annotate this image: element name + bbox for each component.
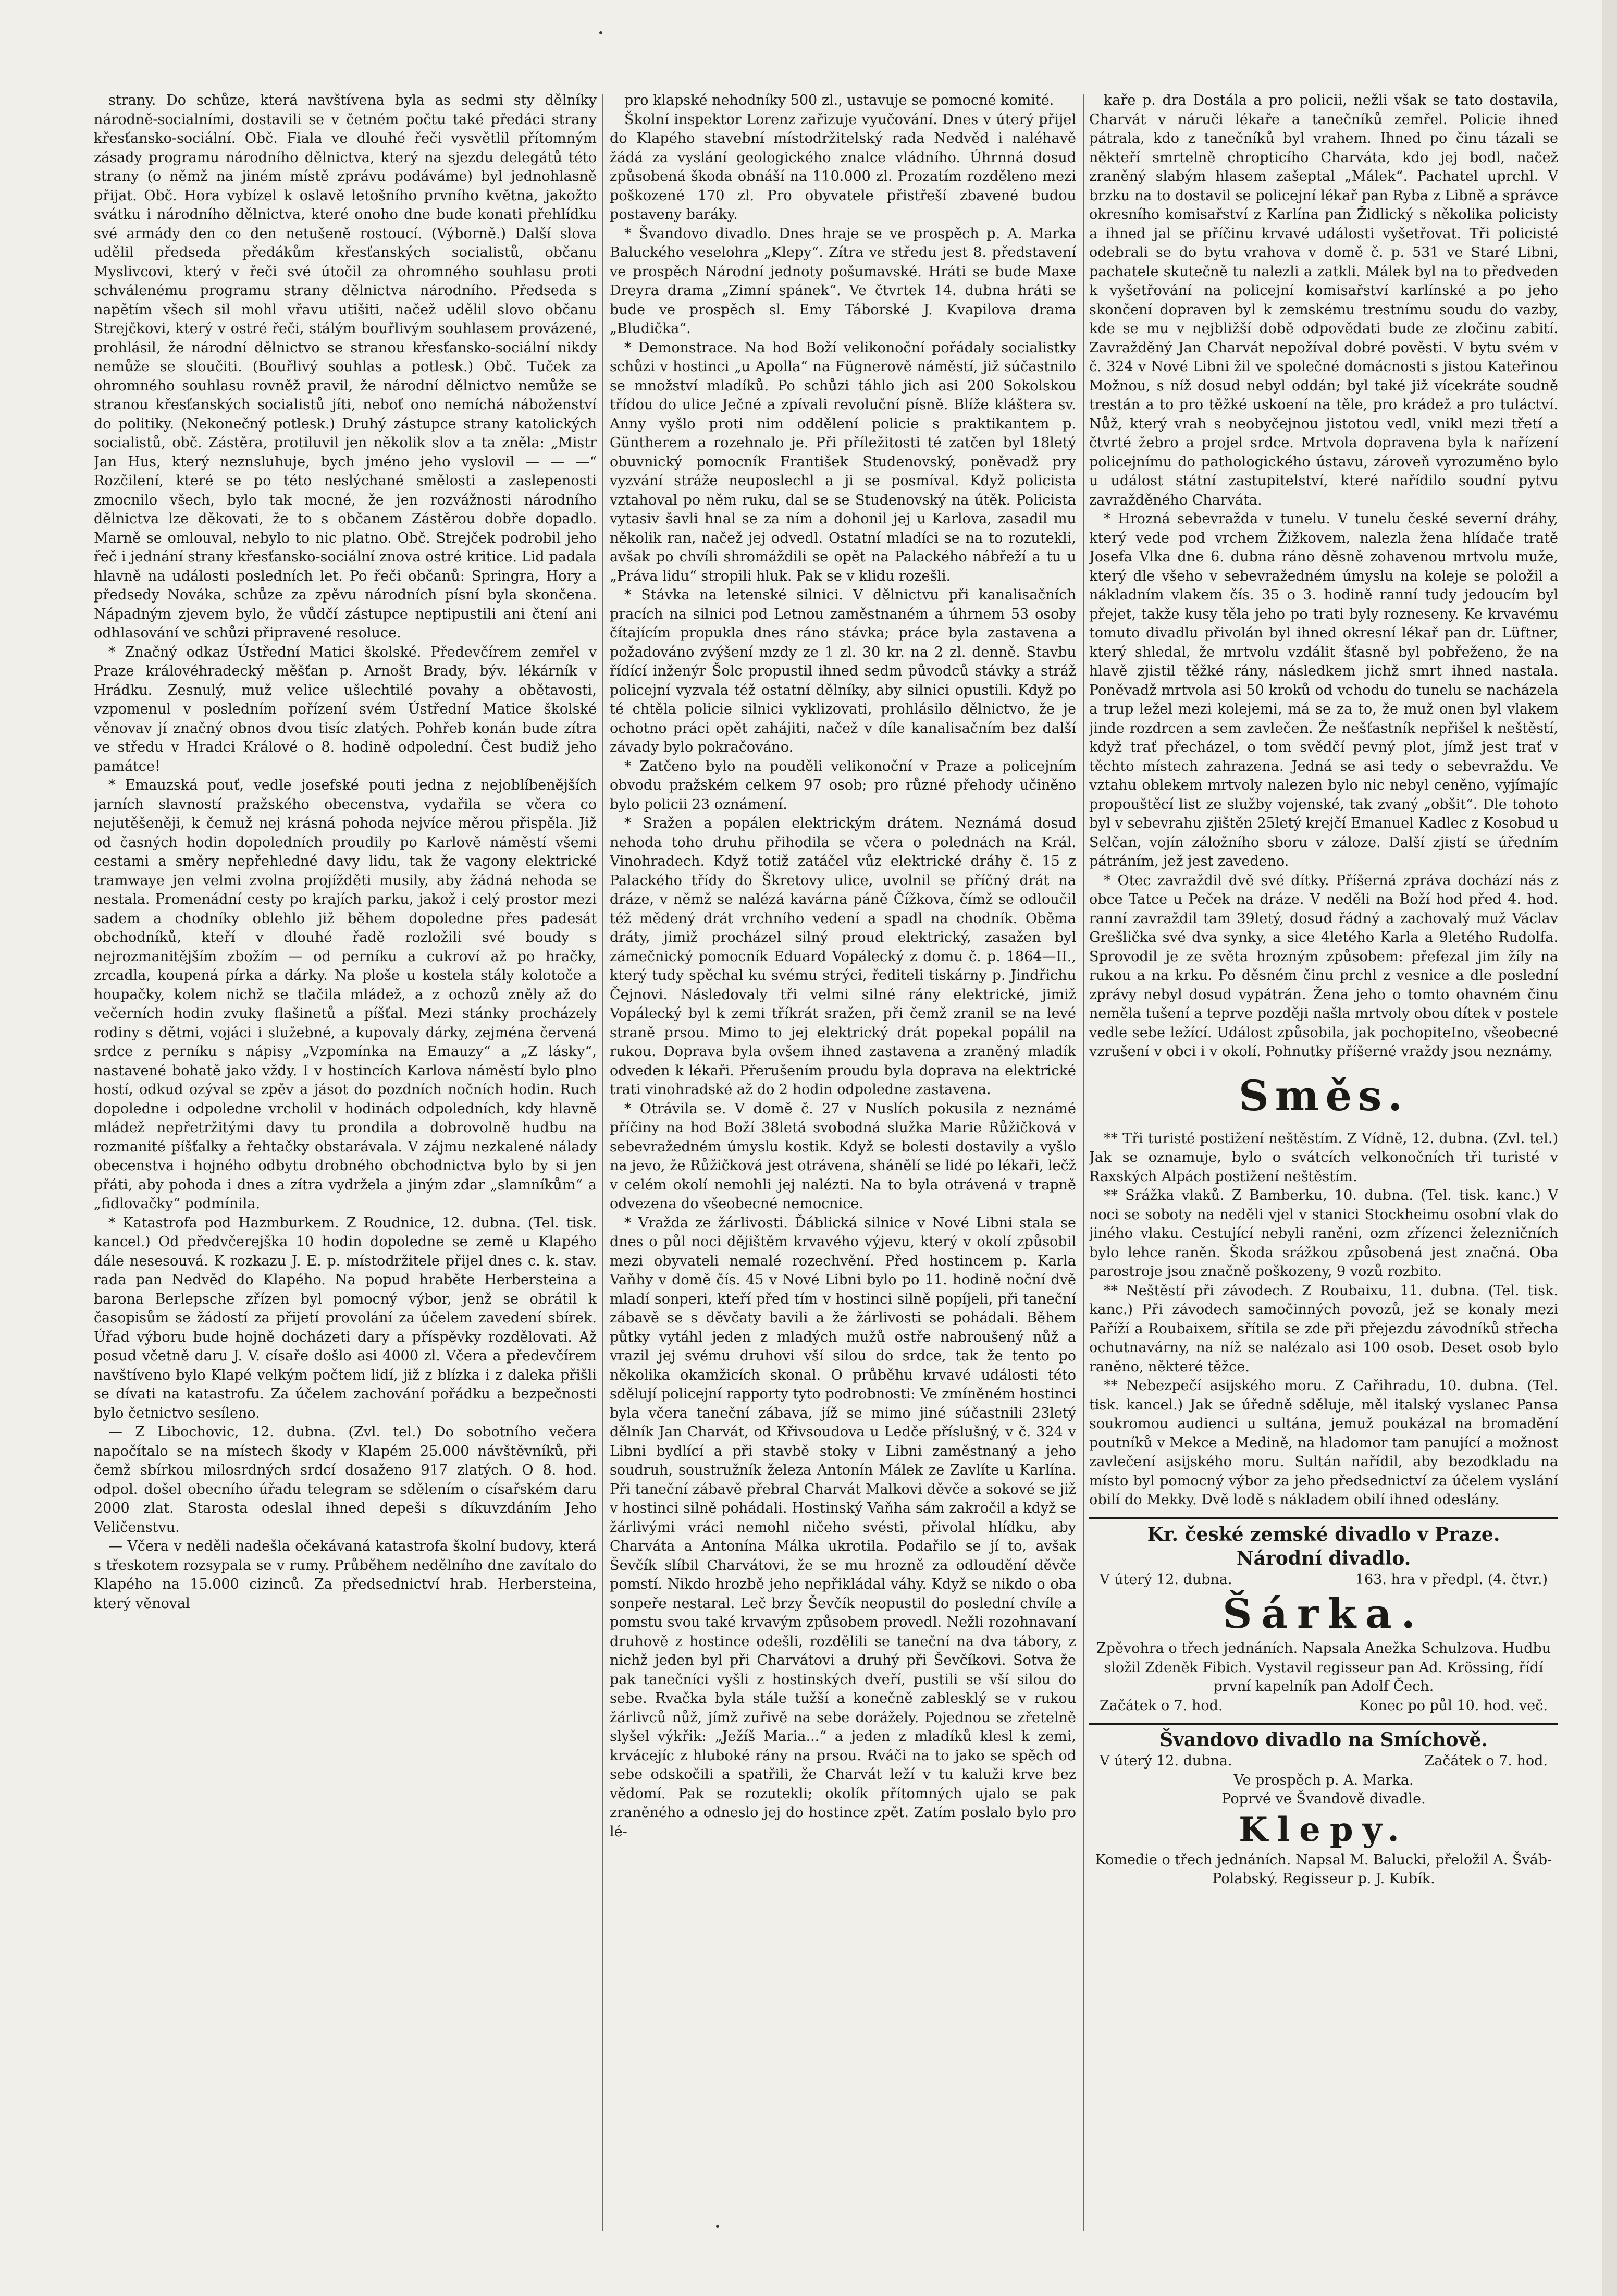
article-vrazda: * Vražda ze žárlivosti. Ďáblická silnice v Nové Libni stala se dnes o půl noci dějištěm krvavého výjevu, který v okolí způsobil mezi obyvateli nemalé rozechvění. Před hostincem p. Karla Vaňhy v domě čís. 45 v Nové Libni bylo po 11. hodině noční dvě mladí sonperi, kteří před tím v hostinci silně popíjeli, při taneční zábavě se s děvčaty bavili a že žárlivosti se pohádali. Během půtky vytáhl jeden z mladých mužů ostře nabroušený nůž a vrazil jej svému druhovi vší silou do srdce, tak že tento po několika okamžicích skonal. O průběhu krvavé události této sdělují policejní rapporty tyto podrobnosti: Ve zmíněném hostinci byla včera taneční zábava, jíž se mimo jiné súčastnili 23letý dělník Jan Charvát, od Křivsoudova u Ledče příslušný, v č. 324 v Libni bydlící a při stavbě stoky v Libni zaměstnaný a jeho soudruh, soustružník železa Antonín Málek ze Zavlíte u Karlína. Při taneční zábavě přebral Charvát Malkovi děvče a sokové se již v hostinci silně pohádali. Hostinský Vaňha sám zakročil a když se žárlivými vráci nemohl ničeho svésti, přivolal hlídku, aby Charváta a Antonína Málka ukrotila. Podařilo se jí to, avšak Ševčík slíbil Charvátovi, že se mu hrozně za odloudění děvče pomstí. Nikdo hrozbě jeho nepřikládal váhy. Když se nikdo o oba sonpeře nestaral. Leč brzy Ševčík neopustil do poslední chvíle a pomstu svou také krvavým způsobem provedl. Nežli rozohnavaní druhově z hostince odešli, rozdělili se taneční na dva tábory, z nichž jeden byl při Charvátovi a druhý při Ševčíkovi. Sotva že pak tanečníci vyšli z hostinských dveří, pustili se vší silou do sebe. Rvačka byla stále tužší a konečně zablesklý se v rukou žárlivců nůž, jímž zuřivě na sebe dorážely. Pojednou se zřetelně slyšel výkřik: „Ježíš Maria...“ a jeden z mladíků klesl k zemi, krvácejíc z hluboké rány na prsou. Rváči na to jako se spěch od sebe odskočili a spatřili, že Charvát leží v tu kaluži krve bez vědomí. Pak se rozutekli; okolík přítomných ujalo se pak zraněného a odneslo jej do hostince zpět. Zatím poslalo bylo pro lé- [610,1214,1076,1840]
theater-date-row [1089,1570,1558,1590]
smes-item-turiste: ** Tři turisté postižení neštěstím. Z Vídně, 12. dubna. (Zvl. tel.) Jak se oznamuje, bylo o svátcích velkonočních tři turisté v Raxských Alpách postižení neštěstím. [1089,1130,1558,1185]
article-zatceno: * Zatčeno bylo na pouděli velikonoční v Praze a policejním obvodu pražském celkem 97 osob; pro různé přehody učiněno bylo policii 23 oznámení. [610,758,1076,813]
article-matice-bequest: * Značný odkaz Ústřední Matici školské. Předevčírem zemřel v Praze královéhradecký měšťan p. Arnošt Brady, býv. lékárník v Hrádku. Zesnulý, muž velice ušlechtilé povahy a obětavosti, vzpomenul v posledním pořízení svém Ústřední Matice školské věnovav jí značný obnos dvou tisíc zlatých. Pohřeb konán bude zítra ve středu v Hradci Králové o 8. hodině odpolední. Čest budiž jeho památce! [94,644,597,775]
theater2-repeat: Poprvé ve Švandově divadle. [1221,1791,1426,1807]
theater-listing-svandovo [1089,1723,1558,1889]
play-title-klepy: Klepy. [1239,1810,1409,1849]
article-committee: pro klapské nehodníky 500 zl., ustavuje se pomocné komité. [624,92,1054,108]
article-demonstrace: * Demonstrace. Na hod Boží velikonoční pořádaly socialistky schůzi v hostinci „u Apolla“ na Fügnerově náměstí, již súčastnilo se množství mladíků. Po schůzi táhlo jich asi 200 Sokolskou třídou do ulice Ječné a zpívali revoluční písně. Blíže kláštera sv. Anny vyšlo proti nim oddělení policie s praktikantem p. Güntherem a rozehnalo je. Při příležitosti té zatčen byl 18letý obuvnický pomocník František Studenovský, poněvadž pry vyzvání stráže neuposlechl a ji se posmíval. Když policista vztahoval po něm ruku, dal se se Studenovský na útěk. Policista vytasiv šavli hnal se za ním a dohonil jej u Karlova, zasadil mu několik ran, načež jej odvedl. Ostatní mladíci se na to rozutekli, avšak po chvíli shromáždili se opět na Palackého nábřeží a tu u „Práva lidu“ stropili hluk. Pak se v klidu rozešli. [610,339,1076,584]
theater-listing-narodni [1089,1517,1558,1716]
column-rule-1 [602,94,603,2231]
play-description: Zpěvohra o třech jednáních. Napsala Anežka Schulzova. Hudbu složil Zdeněk Fibich. Vystavil regisseur pan Ad. Krössing, řídí první kapelník pan Adolf Čech. [1096,1640,1551,1695]
theater2-title: Švandovo divadlo na Smíchově. [1159,1729,1488,1751]
print-speck [716,2225,719,2228]
play2-description: Komedie o třech jednáních. Napsal M. Balucki, přeložil A. Šváb-Polabský. Regisseur p. J. Kubík. [1095,1851,1552,1887]
article-vrazda-cont: kaře p. dra Dostála a pro policii, nežli však se tato dostavila, Charvát v náruči lékaře a tanečníků zemřel. Policie ihned pátrala, kdo z tanečníků byl vrahem. Ihned po činu tázali se někteří smrtelně chropticího Charváta, kdo jej bodl, načež zraněný slabým hlasem zašeptal „Málek“. Pachatel uprchl. V brzku na to dostavil se policejní lékař pan Ryba z Libně a správce okresního komisařství z Karlína pan Židlický s několika policisty a ihned jal se příčinu krvavé události vyšetřovat. Tři policisté odebrali se do bytu vrahova v domě č. p. 531 ve Staré Libni, pachatele skutečně tu nalezli a zatkli. Málek byl na to předveden k vyšetřování na policejní komisařství karlínské a po jeho skončení dopraven byl k zemskému trestnímu soudu do vazby, kde se mu v nejbližší době odpovědati bude ze zločinu zabití. Zavražděný Jan Charvát nepožíval dobré pověsti. V bytu svém v č. 324 v Nové Libni žil ve společné domácnosti s jistou Kateřinou Možnou, s níž dosud nebyl oddán; byl také již vícekráte soudně trestán a to pro těžké uskoení na těle, pro krádež a pro tuláctví. Nůž, který vrah s neobyčejnou jistotou vedl, vnikl mezi třetí a čtvrté žebro a projel srdce. Mrtvola dopravena byla k nařízení policejnímu do pathologického ústavu, zároveň vyrozuměno bylo u událost státní zastupitelství, které nařídilo soudní pytvu zavražděného Charváta. [1089,92,1558,508]
article-school-inspector: Školní inspektor Lorenz zařizuje vyučování. Dnes v úterý přijel do Klapého stavební místodržitelský rada Nedvěd i naléhavě žádá za vyslání geologického znalce vládního. Úhrnná dosud způsobená škoda obnáší na 110.000 zl. Prozatím rozděleno mezi poškozené 170 zl. Pro obyvatele přistřeší zbavené budou postaveny baráky. [610,111,1076,223]
column-1 [94,91,597,2239]
smes-item-srazka: ** Srážka vlaků. Z Bamberku, 10. dubna. (Tel. tisk. kanc.) V noci se soboty na neděli vjel v stanici Stockheimu osobní vlak do jiného vlaku. Cestující nebyli raněni, ozm zřízenci železničních bylo lehce raněn. Škoda srážkou způsobená jest značná. Oba parostroje jsou značně poškozeny, 9 vozů rozbito. [1089,1187,1558,1280]
smes-item-zavody: ** Neštěstí při závodech. Z Roubaixu, 11. dubna. (Tel. tisk. kanc.) Při závodech samočinných povozů, jež se konaly mezi Paříží a Roubaixem, sřítila se zde při přejezdu závodníků střecha ochutnavárny, na níž se nalézalo asi 100 osob. Deset osob bylo raněno, některé těžce. [1089,1282,1558,1375]
end-time: Konec po půl 10. hod. več. [1359,1697,1548,1714]
theater2-date-row [1089,1752,1558,1771]
column-3 [1089,91,1558,2239]
article-svandovo-divadlo: * Švandovo divadlo. Dnes hraje se ve prospěch p. A. Marka Baluckého veselohra „Klepy“. Zítra ve středu jest 8. představení ve prospěch Národní jednoty pošumavské. Hráti se bude Maxe Dreyra drama „Zimní spánek“. Ve čtvrtek 14. dubna hráti se bude ve prospěch sl. Emy Táborské J. Kvapilova drama „Bludička“. [610,225,1076,337]
article-emauzska-pout: * Emauzská pouť, vedle josefské pouti jedna z nejoblíbenějších jarních slavností pražského obecenstva, vydařila se včera co nejutěšeněji, k čemuž nej krásná pohoda nejvíce měrou přispěla. Již od časných hodin dopoledních proudily po Karlově náměstí všemi cestami a směry nepřehledné davy lidu, tak že vagony elektrické tramwaye jen velmi zvolna projížděti musily, aby žádná nehoda se nestala. Promenádní cesty po krajích parku, jakož i celý prostor mezi sadem a chodníky oblehlo již během dopoledne přes padesát obchodníků, kteří v dlouhé řadě rozložili své boudy s nejrozmanitějším zbožím — od perníku a cukroví až po hračky, zrcadla, koupená pírka a dárky. Na ploše u kostela stály kolotoče a houpačky, kolem nichž se tlačila mládež, a z ochozů zněly až do večerních hodin zvuky flašinetů a píšťal. Mezi stánky procházely rodiny s dětmi, vojáci i služebné, a kupovaly dárky, zejména červená srdce z perníku s nápisy „Vzpomínka na Emauzy“ a „Z lásky“, nastavené bohatě jako vždy. I v hostincích Karlova náměstí bylo plno hostí, odkud ozýval se zpěv a jásot do pozdních nočních hodin. Ruch dopoledne i odpoledne vrcholil v hodinách odpoledních, kdy hlavně mládež nepřetržitými davy tu prondila a dobrovolně hudbu na rozmanité píšťalky a řehtačky obstarávala. V zájmu nezkalené nálady obecenstva i hojného odbytu drobného obchodnictva bylo by si jen přáti, aby pohoda i dnes a zítra vydržela a jiným zdar „slamníkům“ a „fidlovačky“ podmínila. [94,777,597,1212]
theater2-date: V úterý 12. dubna. [1100,1753,1232,1769]
article-elektricky-drat: * Sražen a popálen elektrickým drátem. Neznámá dosud nehoda toho druhu přihodila se včera o polednách na Král. Vinohradech. Když totiž zatáčel vůz elektrické dráhy č. 15 z Palackého třídy do Škretovy ulice, uvolnil se příčný drát na dráze, v němž se nalézá kavárna páně Čížkova, čímž se odloučil též mědený drát vrchního vedení a spadl na chodník. Oběma dráty, jimiž procházel silný proud elektrický, zasažen byl zámečnický pomocník Eduard Vopálecký z domu č. p. 1864—II., který tudy spěchal ku svému strýci, řediteli tiskárny p. Jindřichu Čejnovi. Následovaly tři velmi silné rány elektrické, jimiž Vopálecký byl k zemi tříkrát sražen, při čemž zranil se na levé straně prsou. Mimo to jej elektrický drát popekal popálil na rukou. Doprava byla ovšem ihned zastavena a zraněný mladík odveden k lékaři. Přerušením proudu byla doprava na elektrické trati vinohradské až do 2 hodin odpoledne zastavena. [610,815,1076,1098]
article-libochovice: — Z Libochovic, 12. dubna. (Zvl. tel.) Do sobotního večera napočítalo se na místech škody v Klapém 25.000 návštěvníků, při čemž sbírkou milosrdných srdcí dosaženo 917 zlatých. O 8. hod. odpol. došel obecního úřadu telegram se sdělením o císařském daru 2000 zlat. Starosta odeslal ihned depeši s díkuvzdáním Jeho Veličenstvu. [94,1424,597,1536]
article-sebevrazda-tunel: * Hrozná sebevražda v tunelu. V tunelu české severní dráhy, který vede pod vrchem Žižkovem, nalezla žena hlídače tratě Josefa Vlka dne 6. dubna ráno děsně zohavenou mrtvolu muže, který dle všeho v sebevražedném úmyslu na koleje se položil a nákladním vlakem čís. 35 o 3. hodině ranní tudy jedoucím byl přejet, takže kusy těla jeho po trati byly rozneseny. Ke krvavému tomuto divadlu přivolán byl ihned okresní lékař pan dr. Lüftner, který shledal, že mrtvolu vzdálit šťasně byl pobřeženo, že na hlavě zjistil těžké rány, následkem jichž smrt ihned nastala. Poněvadž mrtvola asi 50 kroků od vchodu do tunelu se nacházela a trup ležel mezi kolejemi, má se za to, že muž onen byl vlakem jinde rozdrcen a sem zavlečen. Že nešťastník nepřišel k neštěstí, když trať přecházel, o tom svědčí pevný plot, jímž jest trať v těchto místech zahrazena. Jedná se asi tedy o sebevraždu. Ve vztahu oblekem mrtvoly nalezen bylo nic nebyl ceněno, vyjímajíc propouštěcí list ze služby vojenské, tak zvaný „obšit“. Dle tohoto byl v sebevrahu zjištěn 25letý krejčí Emanuel Kadlec z Kosobud u Selčan, vojín záložního sboru v záloze. Další zjistí se úředním pátráním, jež jest zavedeno. [1089,511,1558,869]
article-otravila-se: * Otrávila se. V domě č. 27 v Nuslích pokusila z neznámé příčiny na hod Boží 38letá svobodná služka Marie Růžičková v sebevražedném úmyslu kostik. Když se bolesti dostavily a vyšlo na jevo, že Růžičková jest otrávena, shánělí se lidé po lékaři, lečž v celém okolí nemohli jej nalézti. Na to byla otrávená v trapně odvezena do všeobecné nemocnice. [610,1100,1076,1212]
smes-item-mor: ** Nebezpečí asijského moru. Z Cařihradu, 10. dubna. (Tel. tisk. kancel.) Jak se úředně sděluje, měl italský vyslanec Pansa soukromou audienci u sultána, jemuž poukázal na bromadění poutníků v Mekce a Medině, na hladomor tam panující a možnost zavlečení asijského moru. Sultán nařídil, aby bezodkladu na místo byl pomocný výbor za jeho předsednictví za účelem vyslání obilí do Mekky. Dvě lodě s nákladem obilí ihned odeslány. [1089,1378,1558,1508]
article-school-collapse: — Včera v neděli nadešla očekávaná katastrofa školní budovy, která s třeskotem rozsypala se v rumy. Průběhem nedělního dne zavítalo do Klapého na 15.000 cizinců. Za předsednictví hrab. Herbersteina, který věnoval [94,1538,597,1612]
theater2-start: Začátek o 7. hod. [1424,1753,1548,1769]
article-stavka: * Stávka na letenské silnici. V dělnictvu při kanalisačních pracích na silnici pod Letnou zaměstnaném a úhrnem 53 osoby čítajícím propukla dnes ráno stávka; práce byla zastavena a požadováno zvýšení mzdy ze 1 zl. 30 kr. na 2 zl. denně. Stavbu řídící inženýr Šolc propustil ihned sedm původců stávky a stráž policejní vyzvala též ostatní dělníky, aby silnici opustili. Když po té chtěla policie silnici vyklizovati, prohlásilo dělnictvo, že je ochotno práci opět zahájiti, načež v díle kanalisačním bez další závady bylo pokračováno. [610,587,1076,755]
theater-times [1089,1697,1558,1716]
print-speck [599,31,602,34]
play-title-sarka: Šárka. [1223,1590,1425,1638]
theater-title: Kr. české zemské divadlo v Praze. [1147,1523,1500,1545]
theater2-benefit: Ve prospěch p. A. Marka. [1233,1772,1414,1788]
theater-date: V úterý 12. dubna. [1100,1571,1232,1588]
start-time: Začátek o 7. hod. [1100,1697,1223,1714]
theater-subtitle: Národní divadlo. [1236,1547,1411,1569]
page-edge [1602,0,1617,2296]
column-2 [610,91,1076,2239]
section-title-smes: Směs. [1238,1071,1409,1120]
article-otec-zavrazdil: * Otec zavraždil dvě své dítky. Příšerná zpráva dochází nás z obce Tatce u Peček na dráze. V neděli na Boží hod před 4. hod. ranní zavraždil tam 39letý, dosud řádný a zachovalý muž Václav Grešlička své dva synky, a sice 4letého Karla a 9letého Rudolfa. Sprovodil je ze světa hrozným způsobem: přefezal jim žíly na rukou a na krku. Po děsném činu prchl z vesnice a dle poslední zprávy nebyl dosud vypátrán. Žena jeho o tomto ohavném činu neměla tušení a teprve později našla mrtvoly obou dítek v postele vedle sebe ležící. Událost způsobila, jak pochopiteIno, všeobecné vzrušení v obci i v okolí. Pohnutky příšerné vraždy jsou neznámy. [1089,872,1558,1060]
theater-info: 163. hra v předpl. (4. čtvr.) [1355,1571,1548,1588]
column-rule-2 [1083,94,1084,2231]
article-hazmburk-catastrophe: * Katastrofa pod Hazmburkem. Z Roudnice, 12. dubna. (Tel. tisk. kancel.) Od předvčerejška 10 hodin dopoledne se země u Klapého dále nesesouvá. K rozkazu J. E. p. místodržitele přijel dnes c. k. stav. rada pan Nedvěd do Klapého. Na popud hraběte Herbersteina a barona Berlepsche zřízen byl pomocný výbor, jenž se obrátil k časopisům se žádostí za přijetí provolání za účelem zavedení sbírek. Úřad výboru bude hojně docházeti dary a příspěvky rozdělovati. Až posud včetně daru J. V. císaře došlo asi 4000 zl. Včera a předevčírem navštíveno bylo Klapé velkým počtem lidí, již z blízka i z daleka přišli se dívati na katastrofu. Za účelem zachování pořádku a bezpečnosti bylo četnictvo sesíleno. [94,1214,597,1421]
article-party-meeting: strany. Do schůze, která navštívena byla as sedmi sty dělníky národně-socialními, dostavili se v četném počtu také předáci strany křesťansko-sociální. Obč. Fiala ve dlouhé řeči vysvětlil přítomným zásady programu národního dělnictva, který na sjezdu delegátů této strany (o němž na jiném místě zprávu podáváme) byl jednohlasně přijat. Obč. Hora vybízel k oslavě letošního prvního května, jakožto svátku i národního dělnictva, které onoho dne bude konati přehlídku své armády den co den netušeně rostoucí. (Výborně.) Další slova udělil předseda předákům křesťanských socialistů, občanu Myslivcovi, který v řeči své útočil za ohromného souhlasu proti schválenému programu strany dělnictva národního. Předseda s napětím všech sil mohl vřavu utišiti, načež udělil slovo občanu Strejčkovi, který v ostré řeči, stálým bouřlivým souhlasem provázené, prohlásil, že národní dělnictvo se stranou křesťansko-sociální nikdy nemůže se sloučiti. (Bouřlivý souhlas a potlesk.) Obč. Tuček za ohromného souhlasu rovněž pravil, že národní dělnictvo nemůže se stranou křesťanských socialistů jíti, neboť ono nemíchá náboženství do politiky. (Nekonečný potlesk.) Druhý zástupce strany katolických socialistů, obč. Zástěra, protiluvil jen několik slov a ta zněla: „Mistr Jan Hus, který neznsluhuje, bych jméno jeho vyslovil — — —“ Rozčilení, které se po této neslýchané smělosti a zaslepenosti zmocnilo všech, bylo tak mocné, že jen rozvážnosti národního dělnictva lze děkovati, že to s občanem Zástěrou dobře dopadlo. Marně se omlouval, nebylo to nic platno. Obč. Strejček podrobil jeho řeč i jednání strany křesťansko-sociální znova ostré kritice. Lid padala hlavně na události posledních let. Po řeči občanů: Springra, Hory a předsedy Nováka, schůze za zpěvu národních písní byla skončena. Nápadným zjevem bylo, že vůdčí zástupce neptipustili ani čtení ani odhlasování ve schůzi připravené resoluce. [94,92,597,641]
